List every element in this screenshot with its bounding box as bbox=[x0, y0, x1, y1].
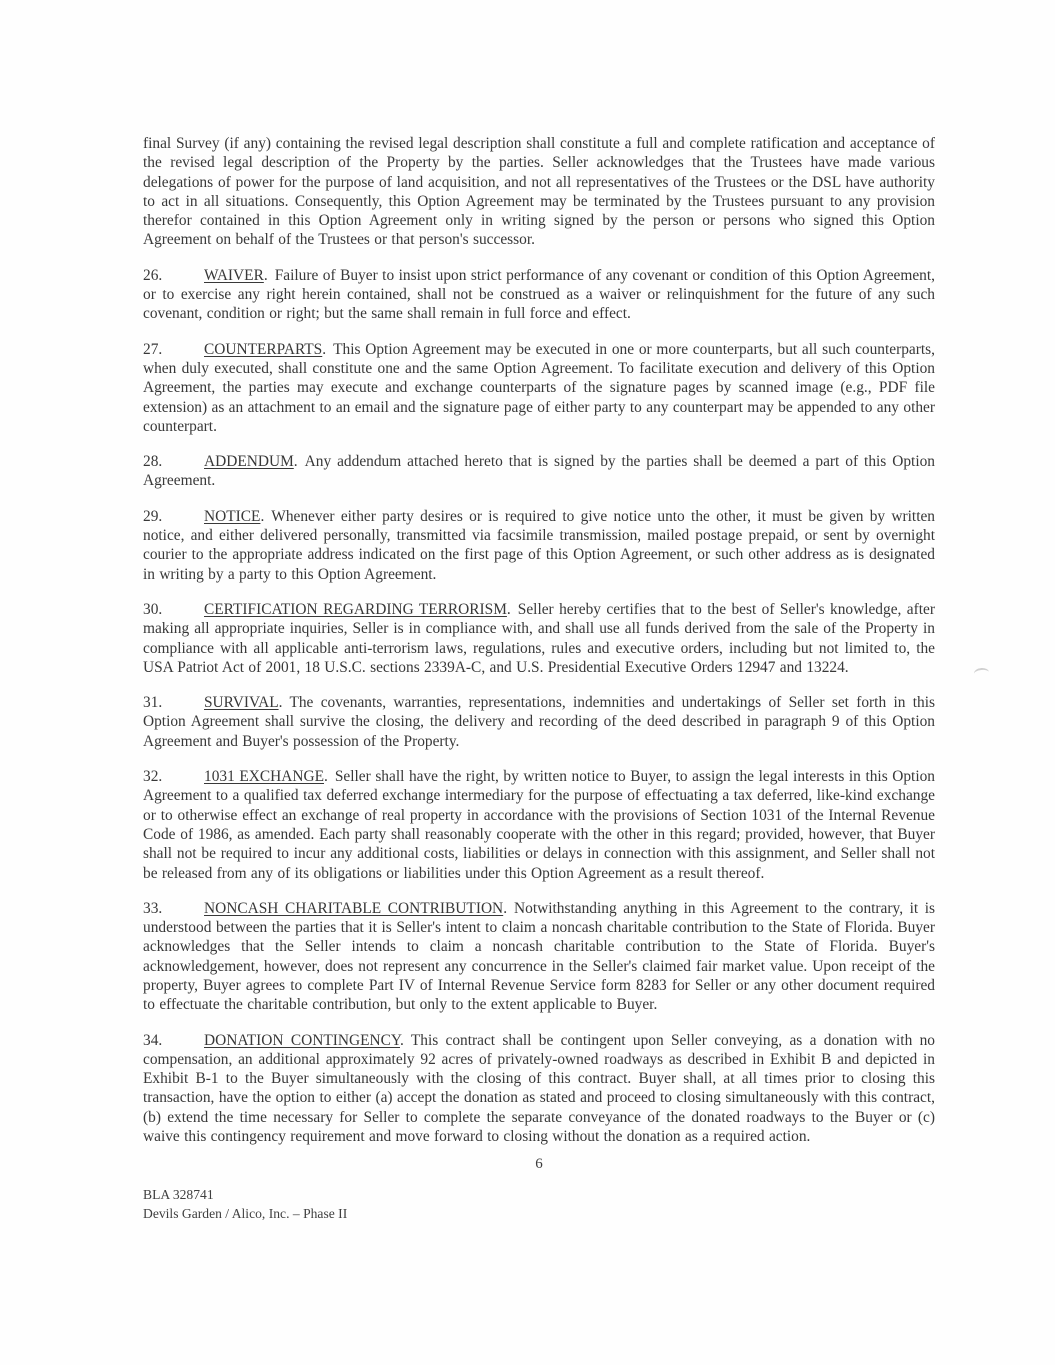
footer-reference: BLA 328741 bbox=[143, 1187, 214, 1203]
paragraph-heading: SURVIVAL bbox=[204, 694, 279, 712]
paragraph-number: 26. bbox=[143, 266, 163, 284]
heading-period: . bbox=[278, 694, 283, 712]
paragraph-body: Whenever either party desires or is required to give notice unto the other, it must be given by written notice, and either delivered personally, transmitted via facsimile transmission, mailed postage prepaid, or sent by overnight courier to the appropriate address indicated on the first page of this Option Agreement, or such other address as is designated in writing by a party to this Option Agreement. bbox=[143, 507, 935, 583]
paragraph-body: Seller hereby certifies that to the best of Seller's knowledge, after making all appropriate inquiries, Seller is in compliance with, and shall use all funds derived from the sale of the Property in compliance with all applicable anti-terrorism laws, regulations, rules and executive orders, including but not limited to, the USA Patriot Act of 2001, 18 U.S.C. sections 2339A-C, and U.S. Presidential Executive Orders 12947 and 13224. bbox=[143, 600, 935, 676]
paragraph-heading: NONCASH CHARITABLE CONTRIBUTION bbox=[204, 899, 504, 917]
heading-period: . bbox=[503, 899, 508, 917]
paragraph-heading: CERTIFICATION REGARDING TERRORISM bbox=[204, 600, 507, 618]
paragraph-heading: COUNTERPARTS bbox=[204, 340, 323, 358]
document-content bbox=[143, 134, 935, 1223]
paragraph-32-1031-exchange bbox=[143, 767, 935, 883]
paragraph-number: 32. bbox=[143, 768, 163, 786]
paragraph-body: This contract shall be contingent upon Seller conveying, as a donation with no compensation, an additional approximately 92 acres of privately-owned roadways as described in Exhibit B and depicted in Exhibit B-1 to the Buyer simultaneously with the closing of this contract. Buyer shall, at all times prior to closing this transaction, have the option to either (a) accept the donation as stated and proceed to closing simultaneously with this contract, (b) extend the time necessary for Seller to complete the separate conveyance of the donated roadways to the Buyer or (c) waive this contingency requirement and move forward to closing without the donation as a required action. bbox=[143, 1031, 935, 1146]
paragraph-heading: NOTICE bbox=[204, 507, 261, 525]
heading-period: . bbox=[506, 600, 511, 618]
paragraph-number: 29. bbox=[143, 507, 163, 525]
page-number: 6 bbox=[535, 1156, 543, 1173]
paragraph-27-counterparts bbox=[143, 340, 935, 436]
heading-period: . bbox=[322, 340, 327, 358]
paragraph-body: Seller shall have the right, by written notice to Buyer, to assign the legal interests in this Option Agreement to a qualified tax deferred exchange intermediary for the purpose of effectuating a tax deferred, like-kind exchange or to otherwise effect an exchange of real property in accordance with the provisions of Section 1031 of the Internal Revenue Code of 1986, as amended. Each party shall reasonably cooperate with the other in this regard; provided, however, that Buyer shall not be required to incur any additional costs, liabilities or delays in connection with this assignment, and Seller shall not be released from any of its obligations or liabilities under this Option Agreement as a result thereof. bbox=[143, 768, 935, 882]
paragraph-number: 31. bbox=[143, 694, 163, 712]
heading-period: . bbox=[324, 768, 328, 786]
paragraph-heading: DONATION CONTINGENCY bbox=[204, 1031, 400, 1049]
intro-paragraph: final Survey (if any) containing the revised legal description shall constitute a full and complete ratification and acceptance of the revised legal description of the Property by the parties. Seller acknowledges that the Trustees have made various delegations of power for the purpose of land acquisition, and not all representatives of the Trustees or the DSL have authority to act in all situations. Consequently, this Option Agreement may be terminated by the Trustees pursuant to any provision therefor contained in this Option Agreement only in writing signed by the person or persons who signed this Option Agreement on behalf of the Trustees or that person's successor. bbox=[143, 135, 935, 249]
paragraph-29-notice bbox=[143, 507, 935, 584]
paragraph-heading: ADDENDUM bbox=[204, 453, 294, 471]
paragraph-body: Failure of Buyer to insist upon strict performance of any covenant or condition of this Option Agreement, or to exercise any right herein contained, shall not be construed as a waiver or relinquishment for the future of any such covenant, condition or right; but the same shall remain in full force and effect. bbox=[143, 266, 935, 323]
paragraph-number: 34. bbox=[143, 1031, 163, 1049]
scan-smudge-artifact bbox=[974, 667, 990, 679]
paragraph-body: Any addendum attached hereto that is signed by the parties shall be deemed a part of this Option Agreement. bbox=[143, 453, 935, 490]
paragraph-body: The covenants, warranties, representations, indemnities and undertakings of Seller set forth in this Option Agreement shall survive the closing, the delivery and recording of the deed described in paragraph 9 of this Option Agreement and Buyer's possession of the Property. bbox=[143, 694, 935, 750]
paragraph-26-waiver bbox=[143, 266, 935, 324]
paragraph-body: Notwithstanding anything in this Agreement to the contrary, it is understood between the parties that it is Seller's intent to claim a noncash charitable contribution to the State of Florida. Buyer acknowledges that the Seller intends to claim a noncash charitable contribution to the State of Florida. Buyer's acknowledgement, however, does not represent any concurrence in the Seller's claimed fair market value. Upon receipt of the property, Buyer agrees to complete Part IV of Internal Revenue Service form 8283 for Seller or any other document required to effectuate the charitable contribution, but only to the extent applicable to Buyer. bbox=[143, 899, 935, 1014]
heading-period: . bbox=[260, 507, 265, 525]
paragraph-number: 28. bbox=[143, 453, 163, 471]
page-footer bbox=[143, 1186, 935, 1223]
paragraph-number: 30. bbox=[143, 600, 163, 618]
paragraph-number: 33. bbox=[143, 899, 163, 917]
paragraph-heading: WAIVER bbox=[204, 266, 264, 284]
heading-period: . bbox=[399, 1031, 404, 1049]
paragraph-33-noncash-charitable-contribution bbox=[143, 899, 935, 1015]
paragraph-28-addendum bbox=[143, 452, 935, 491]
paragraph-heading: 1031 EXCHANGE bbox=[204, 768, 324, 786]
paragraph-body: This Option Agreement may be executed in one or more counterparts, but all such counterparts, when duly executed, shall constitute one and the same Option Agreement. To facilitate execution and delivery of this Option Agreement, the parties may execute and exchange counterparts of the signature pages by scanned image (e.g., PDF file extension) as an attachment to an email and the signature page of either party to any counterpart may be appended to any other counterpart. bbox=[143, 340, 935, 435]
paragraph-number: 27. bbox=[143, 340, 163, 358]
paragraph-31-survival bbox=[143, 693, 935, 751]
paragraph-34-donation-contingency bbox=[143, 1031, 935, 1147]
paragraph-30-certification-regarding-terrorism bbox=[143, 600, 935, 677]
heading-period: . bbox=[263, 266, 268, 284]
footer-project: Devils Garden / Alico, Inc. – Phase II bbox=[143, 1205, 348, 1221]
heading-period: . bbox=[293, 453, 298, 471]
